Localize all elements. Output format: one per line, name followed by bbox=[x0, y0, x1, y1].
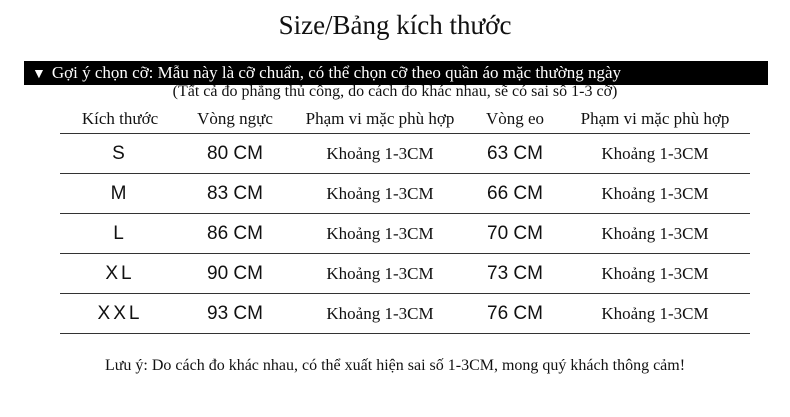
size-cell: M bbox=[110, 183, 130, 204]
table-row bbox=[60, 134, 750, 174]
chest-cell: 80 CM bbox=[207, 143, 263, 164]
chest-cell: 86 CM bbox=[207, 223, 263, 244]
waist-cell: 70 CM bbox=[487, 223, 543, 244]
waist-cell: 66 CM bbox=[487, 183, 543, 204]
waist-range-cell: Khoảng 1-3CM bbox=[601, 224, 709, 243]
table-header-row bbox=[60, 104, 750, 134]
table-row bbox=[60, 174, 750, 214]
chest-cell: 90 CM bbox=[207, 263, 263, 284]
table-row bbox=[60, 294, 750, 334]
chest-cell: 83 CM bbox=[207, 183, 263, 204]
header-chest-range: Phạm vi mặc phù hợp bbox=[305, 109, 455, 128]
waist-cell: 73 CM bbox=[487, 263, 543, 284]
chest-cell: 93 CM bbox=[207, 303, 263, 324]
chest-range-cell: Khoảng 1-3CM bbox=[326, 264, 434, 283]
size-cell: S bbox=[112, 143, 128, 164]
size-cell: XL bbox=[105, 263, 135, 284]
size-cell: L bbox=[113, 223, 127, 244]
header-waist: Vòng eo bbox=[485, 109, 545, 128]
table-row bbox=[60, 214, 750, 254]
waist-cell: 76 CM bbox=[487, 303, 543, 324]
header-chest: Vòng ngực bbox=[197, 109, 273, 128]
page-title: Size/Bảng kích thước bbox=[278, 10, 512, 40]
chest-range-cell: Khoảng 1-3CM bbox=[326, 224, 434, 243]
header-size: Kích thước bbox=[81, 109, 159, 128]
waist-range-cell: Khoảng 1-3CM bbox=[601, 184, 709, 203]
size-cell: XXL bbox=[97, 303, 143, 324]
waist-range-cell: Khoảng 1-3CM bbox=[601, 264, 709, 283]
footnote: Lưu ý: Do cách đo khác nhau, có thể xuất hiện sai số 1-3CM, mong quý khách thông cảm! bbox=[104, 357, 686, 374]
header-waist-range: Phạm vi mặc phù hợp bbox=[580, 109, 730, 128]
waist-range-cell: Khoảng 1-3CM bbox=[601, 144, 709, 163]
chest-range-cell: Khoảng 1-3CM bbox=[326, 304, 434, 323]
chest-range-cell: Khoảng 1-3CM bbox=[326, 184, 434, 203]
banner-text: Gợi ý chọn cỡ: Mẫu này là cỡ chuẩn, có thể chọn cỡ theo quần áo mặc thường ngày bbox=[51, 63, 622, 82]
chest-range-cell: Khoảng 1-3CM bbox=[326, 144, 434, 163]
table-divider bbox=[60, 333, 750, 334]
recommendation-banner bbox=[24, 61, 768, 85]
size-table bbox=[60, 104, 750, 334]
waist-range-cell: Khoảng 1-3CM bbox=[601, 304, 709, 323]
waist-cell: 63 CM bbox=[487, 143, 543, 164]
triangle-down-icon: ▼ bbox=[32, 67, 46, 82]
table-row bbox=[60, 254, 750, 294]
measurement-subtitle: (Tất cả đo phẳng thủ công, do cách đo khác nhau, sẽ có sai sô 1-3 cỡ) bbox=[172, 83, 618, 100]
